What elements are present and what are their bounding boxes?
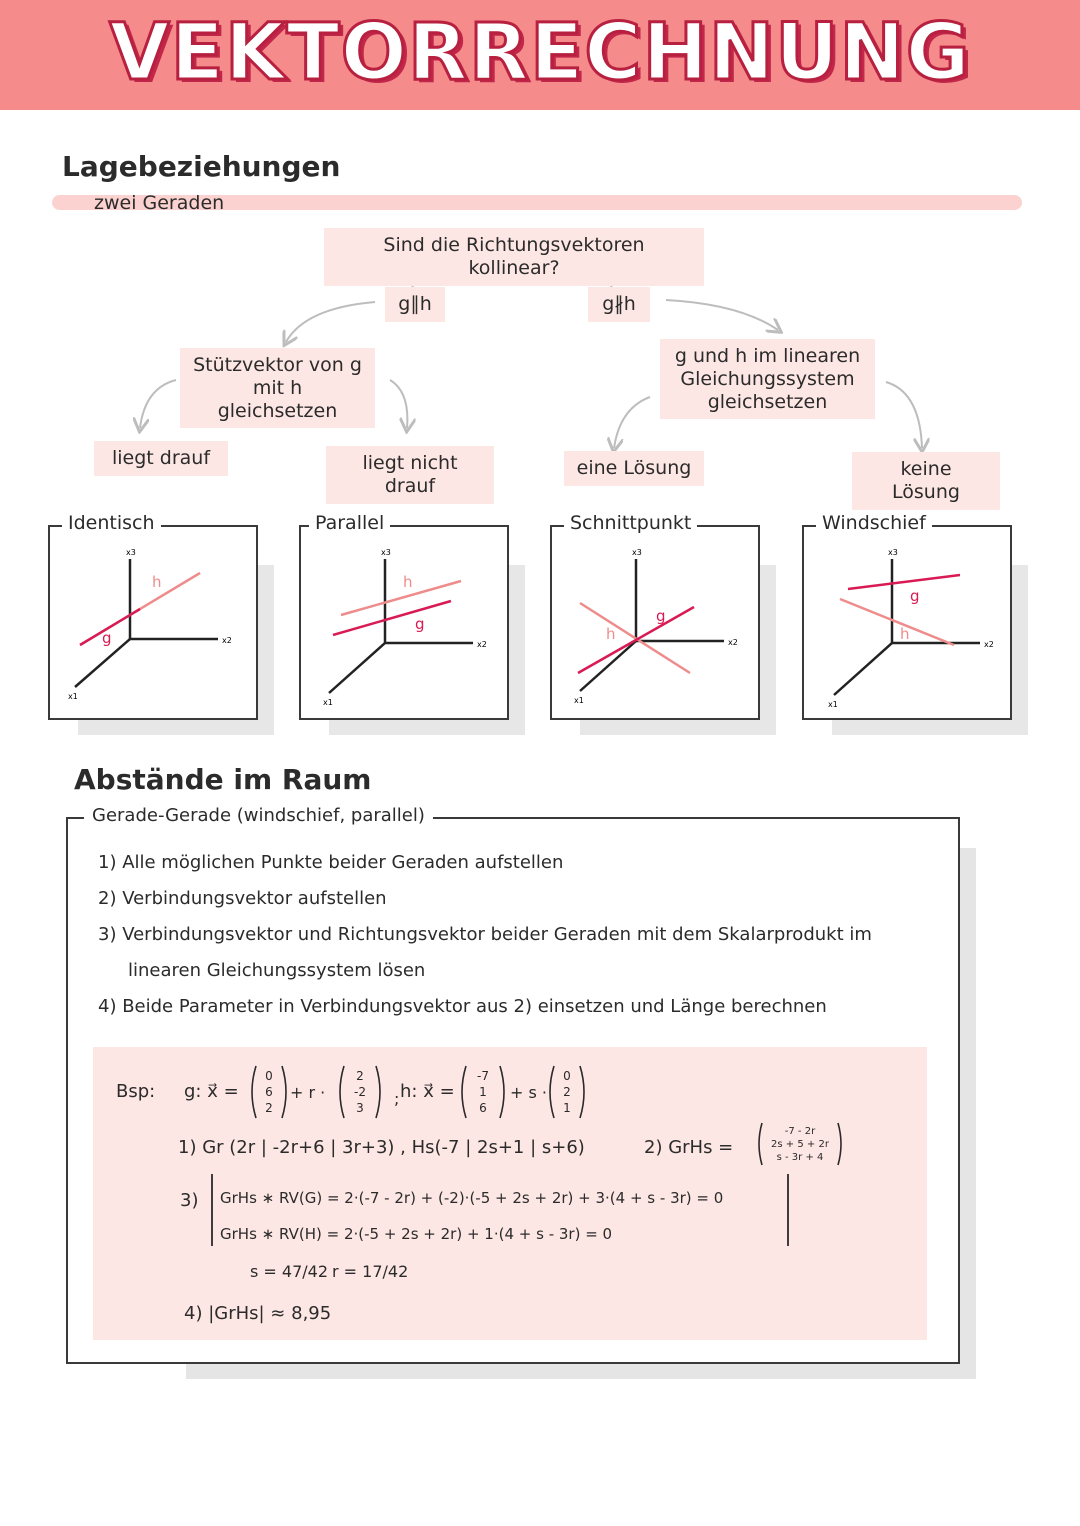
branch-parallel: g∥h	[385, 287, 445, 322]
axes-plot	[50, 527, 255, 717]
g-support-2: 6	[265, 1085, 273, 1099]
conn-vec-1: -7 - 2r	[784, 1126, 816, 1137]
axis-label-x2: x2	[984, 640, 994, 649]
branch-not-parallel: g∦h	[588, 287, 650, 322]
line-label-g: g	[102, 629, 112, 647]
box-label: Gerade-Gerade (windschief, parallel)	[84, 805, 433, 826]
line-label-h: h	[403, 573, 413, 591]
axis-label-x1: x1	[68, 692, 78, 701]
line-label-h: h	[152, 573, 162, 591]
step-3: 3) Verbindungsvektor und Richtungsvektor beider Geraden mit dem Skalarprodukt im	[98, 924, 872, 945]
g-dir-3: 3	[356, 1101, 364, 1115]
diagram-label: Windschief	[816, 512, 932, 534]
axes-plot	[804, 527, 1009, 717]
g-support-3: 2	[265, 1101, 273, 1115]
axes-plot	[552, 527, 757, 717]
g-dir-1: 2	[356, 1069, 364, 1083]
test-gleichungssystem: g und h im linearen Gleichungssystem gleichsetzen	[660, 339, 875, 419]
axis-label-x2: x2	[477, 640, 487, 649]
step-2: 2) Verbindungsvektor aufstellen	[98, 888, 387, 909]
outcome-eine-loesung: eine Lösung	[564, 451, 704, 486]
step-4: 4) Beide Parameter in Verbindungsvektor aus 2) einsetzen und Länge berechnen	[98, 996, 827, 1017]
separator: ;	[394, 1089, 400, 1108]
g-prefix: g: x⃗ =	[184, 1081, 239, 1102]
axes-plot	[301, 527, 506, 717]
line-label-g: g	[415, 615, 425, 633]
result-s: s = 47/42	[250, 1262, 329, 1281]
example-step-3-eq1: GrHs ∗ RV(G) = 2·(-7 - 2r) + (-2)·(-5 + 2s + 2r) + 3·(4 + s - 3r) = 0	[220, 1189, 724, 1207]
example-label: Bsp:	[116, 1081, 156, 1102]
diagram-label: Identisch	[62, 512, 161, 534]
axis-label-x3: x3	[126, 548, 136, 557]
axis-label-x1: x1	[574, 696, 584, 705]
axis-label-x3: x3	[888, 548, 898, 557]
h-param: + s ·	[510, 1083, 547, 1102]
outcome-keine-loesung: keine Lösung	[852, 452, 1000, 510]
axis-label-x1: x1	[828, 700, 838, 709]
page-title: VEKTORRECHNUNG	[109, 8, 971, 98]
line-label-h: h	[900, 625, 910, 643]
axis-label-x1: x1	[323, 698, 333, 707]
axis-label-x3: x3	[381, 548, 391, 557]
axis-label-x2: x2	[728, 638, 738, 647]
example-step-1: 1) Gr (2r | -2r+6 | 3r+3) , Hs(-7 | 2s+1 | s+6)	[178, 1137, 585, 1158]
connection-vector	[756, 1120, 846, 1168]
g-support-1: 0	[265, 1069, 273, 1083]
outcome-liegt-nicht-drauf: liegt nicht drauf	[326, 446, 494, 504]
h-prefix: h: x⃗ =	[400, 1081, 455, 1102]
g-param: + r ·	[290, 1083, 326, 1102]
conn-vec-3: s - 3r + 4	[776, 1152, 824, 1163]
axis-label-x2: x2	[222, 636, 232, 645]
g-dir-2: -2	[354, 1085, 366, 1099]
test-stuetzvektor: Stützvektor von g mit h gleichsetzen	[180, 348, 375, 428]
line-label-g: g	[910, 587, 920, 605]
axis-label-x3: x3	[632, 548, 642, 557]
h-dir-1: 0	[563, 1069, 571, 1083]
example-step-2-prefix: 2) GrHs =	[644, 1137, 734, 1158]
section-heading-lagebeziehungen: Lagebeziehungen	[62, 150, 341, 183]
h-dir-3: 1	[563, 1101, 571, 1115]
outcome-liegt-drauf: liegt drauf	[94, 441, 228, 476]
line-label-h: h	[606, 625, 616, 643]
example-step-4: 4) |GrHs| ≈ 8,95	[184, 1303, 332, 1324]
conn-vec-2: 2s + 5 + 2r	[771, 1139, 829, 1150]
h-support-1: -7	[477, 1069, 489, 1083]
result-r: r = 17/42	[332, 1262, 409, 1281]
section-heading-abstaende: Abstände im Raum	[74, 763, 372, 796]
h-support-2: 1	[479, 1085, 487, 1099]
line-label-g: g	[656, 607, 666, 625]
example-step-3-label: 3)	[180, 1190, 199, 1211]
diagram-label: Parallel	[309, 512, 390, 534]
subheading: zwei Geraden	[94, 192, 225, 214]
h-dir-2: 2	[563, 1085, 571, 1099]
step-1: 1) Alle möglichen Punkte beider Geraden aufstellen	[98, 852, 564, 873]
step-3-cont: linearen Gleichungssystem lösen	[128, 960, 426, 981]
diagram-label: Schnittpunkt	[564, 512, 697, 534]
question-kollinear: Sind die Richtungsvektoren kollinear?	[324, 228, 704, 286]
h-support-3: 6	[479, 1101, 487, 1115]
example-step-3-eq2: GrHs ∗ RV(H) = 2·(-5 + 2s + 2r) + 1·(4 + s - 3r) = 0	[220, 1225, 613, 1243]
